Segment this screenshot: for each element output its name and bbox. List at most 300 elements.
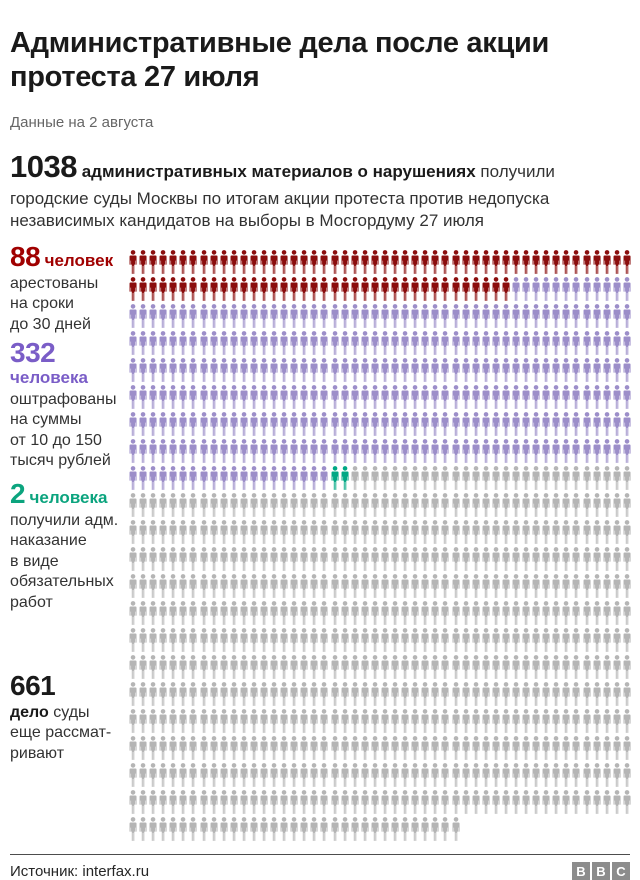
person-icon <box>592 439 602 463</box>
person-icon <box>168 736 178 760</box>
person-icon <box>340 412 350 436</box>
person-icon <box>571 790 581 814</box>
person-icon <box>400 547 410 571</box>
person-icon <box>148 493 158 517</box>
person-icon <box>299 358 309 382</box>
person-icon <box>602 466 612 490</box>
pictogram-row <box>128 736 638 760</box>
person-icon <box>279 331 289 355</box>
desc-line: на суммы <box>10 411 82 429</box>
person-icon <box>259 709 269 733</box>
person-icon <box>360 709 370 733</box>
person-icon <box>612 520 622 544</box>
person-icon <box>209 439 219 463</box>
person-icon <box>501 520 511 544</box>
person-icon <box>420 736 430 760</box>
person-icon <box>279 385 289 409</box>
person-icon <box>430 817 440 841</box>
person-icon <box>188 601 198 625</box>
person-icon <box>461 493 471 517</box>
person-icon <box>360 466 370 490</box>
person-icon <box>400 682 410 706</box>
person-icon <box>491 304 501 328</box>
person-icon <box>148 412 158 436</box>
person-icon <box>451 466 461 490</box>
person-icon <box>279 439 289 463</box>
person-icon <box>410 763 420 787</box>
person-icon <box>571 385 581 409</box>
person-icon <box>582 520 592 544</box>
person-icon <box>249 601 259 625</box>
person-icon <box>531 736 541 760</box>
person-icon <box>350 736 360 760</box>
pending-label <box>10 671 126 764</box>
person-icon <box>249 358 259 382</box>
person-icon <box>188 763 198 787</box>
person-icon <box>582 574 592 598</box>
person-icon <box>330 709 340 733</box>
person-icon <box>158 331 168 355</box>
person-icon <box>269 520 279 544</box>
person-icon <box>319 304 329 328</box>
person-icon <box>380 763 390 787</box>
person-icon <box>299 817 309 841</box>
person-icon <box>279 655 289 679</box>
person-icon <box>239 682 249 706</box>
person-icon <box>269 736 279 760</box>
person-icon <box>420 520 430 544</box>
person-icon <box>360 412 370 436</box>
person-icon <box>430 763 440 787</box>
person-icon <box>229 709 239 733</box>
desc-line: ривают <box>10 744 65 762</box>
person-icon <box>501 304 511 328</box>
community-service-label <box>10 479 126 614</box>
person-icon <box>541 547 551 571</box>
person-icon <box>400 250 410 274</box>
person-icon <box>592 304 602 328</box>
person-icon <box>561 250 571 274</box>
pictogram-row <box>128 655 638 679</box>
person-icon <box>199 277 209 301</box>
person-icon <box>168 520 178 544</box>
person-icon <box>138 736 148 760</box>
person-icon <box>451 250 461 274</box>
person-icon <box>168 655 178 679</box>
person-icon <box>400 817 410 841</box>
person-icon <box>420 763 430 787</box>
person-icon <box>239 736 249 760</box>
desc-line-rest: суды <box>53 703 90 721</box>
person-icon <box>551 709 561 733</box>
person-icon <box>420 250 430 274</box>
person-icon <box>138 358 148 382</box>
person-icon <box>380 358 390 382</box>
person-icon <box>229 250 239 274</box>
person-icon <box>209 655 219 679</box>
person-icon <box>541 331 551 355</box>
person-icon <box>440 412 450 436</box>
person-icon <box>319 817 329 841</box>
person-icon <box>410 574 420 598</box>
person-icon <box>440 304 450 328</box>
person-icon <box>289 331 299 355</box>
person-icon <box>561 385 571 409</box>
person-icon <box>420 277 430 301</box>
person-icon <box>319 358 329 382</box>
person-icon <box>592 493 602 517</box>
person-icon <box>128 574 138 598</box>
person-icon <box>209 628 219 652</box>
person-icon <box>531 466 541 490</box>
person-icon <box>239 628 249 652</box>
person-icon <box>138 331 148 355</box>
arrested-number-line <box>10 242 126 271</box>
person-icon <box>340 304 350 328</box>
person-icon <box>219 385 229 409</box>
person-icon <box>269 601 279 625</box>
pictogram-row <box>128 709 638 733</box>
person-icon <box>380 655 390 679</box>
person-icon <box>531 763 541 787</box>
person-icon <box>592 628 602 652</box>
person-icon <box>199 331 209 355</box>
person-icon <box>239 493 249 517</box>
person-icon <box>309 520 319 544</box>
person-icon <box>289 358 299 382</box>
person-icon <box>501 628 511 652</box>
person-icon <box>158 547 168 571</box>
person-icon <box>239 358 249 382</box>
person-icon <box>491 763 501 787</box>
person-icon <box>571 358 581 382</box>
person-icon <box>440 439 450 463</box>
person-icon <box>612 574 622 598</box>
person-icon <box>340 250 350 274</box>
person-icon <box>340 601 350 625</box>
person-icon <box>390 628 400 652</box>
person-icon <box>511 466 521 490</box>
person-icon <box>561 682 571 706</box>
person-icon <box>390 682 400 706</box>
person-icon <box>622 601 632 625</box>
person-icon <box>380 547 390 571</box>
bbc-logo-letter: B <box>572 862 590 880</box>
person-icon <box>239 385 249 409</box>
person-icon <box>229 763 239 787</box>
person-icon <box>471 304 481 328</box>
person-icon <box>219 763 229 787</box>
person-icon <box>451 358 461 382</box>
person-icon <box>531 790 541 814</box>
pictogram-row <box>128 763 638 787</box>
person-icon <box>420 304 430 328</box>
person-icon <box>561 358 571 382</box>
person-icon <box>269 547 279 571</box>
person-icon <box>178 520 188 544</box>
person-icon <box>390 601 400 625</box>
person-icon <box>178 385 188 409</box>
person-icon <box>551 763 561 787</box>
person-icon <box>481 628 491 652</box>
person-icon <box>541 250 551 274</box>
bbc-logo-letter: B <box>592 862 610 880</box>
person-icon <box>491 412 501 436</box>
person-icon <box>188 817 198 841</box>
person-icon <box>521 331 531 355</box>
person-icon <box>461 736 471 760</box>
person-icon <box>461 628 471 652</box>
person-icon <box>551 439 561 463</box>
person-icon <box>269 412 279 436</box>
person-icon <box>279 790 289 814</box>
person-icon <box>229 790 239 814</box>
person-icon <box>128 763 138 787</box>
desc-line: в виде <box>10 552 59 570</box>
person-icon <box>390 331 400 355</box>
person-icon <box>491 277 501 301</box>
person-icon <box>461 655 471 679</box>
pending-number: 661 <box>10 670 56 702</box>
person-icon <box>259 439 269 463</box>
person-icon <box>370 601 380 625</box>
person-icon <box>158 817 168 841</box>
person-icon <box>239 709 249 733</box>
person-icon <box>400 655 410 679</box>
person-icon <box>461 709 471 733</box>
person-icon <box>128 817 138 841</box>
person-icon <box>501 250 511 274</box>
person-icon <box>158 574 168 598</box>
person-icon <box>430 655 440 679</box>
person-icon <box>219 493 229 517</box>
person-icon <box>582 439 592 463</box>
person-icon <box>481 466 491 490</box>
person-icon <box>138 817 148 841</box>
fined-description <box>10 390 126 473</box>
person-icon <box>551 304 561 328</box>
person-icon <box>491 493 501 517</box>
person-icon <box>521 520 531 544</box>
person-icon <box>269 817 279 841</box>
person-icon <box>319 277 329 301</box>
person-icon <box>319 709 329 733</box>
person-icon <box>370 412 380 436</box>
person-icon <box>571 763 581 787</box>
person-icon <box>199 520 209 544</box>
person-icon <box>148 790 158 814</box>
person-icon <box>299 601 309 625</box>
person-icon <box>188 574 198 598</box>
person-icon <box>319 493 329 517</box>
person-icon <box>481 250 491 274</box>
desc-line: получили адм. <box>10 511 119 529</box>
person-icon <box>350 385 360 409</box>
person-icon <box>380 601 390 625</box>
person-icon <box>491 250 501 274</box>
person-icon <box>451 817 461 841</box>
person-icon <box>158 655 168 679</box>
person-icon <box>592 547 602 571</box>
person-icon <box>249 493 259 517</box>
person-icon <box>511 358 521 382</box>
pictogram-row <box>128 682 638 706</box>
person-icon <box>440 358 450 382</box>
person-icon <box>602 304 612 328</box>
person-icon <box>330 547 340 571</box>
data-date-subtitle: Данные на 2 августа <box>10 114 154 132</box>
desc-line: арестованы <box>10 274 99 292</box>
person-icon <box>158 358 168 382</box>
person-icon <box>612 655 622 679</box>
person-icon <box>259 520 269 544</box>
person-icon <box>209 385 219 409</box>
person-icon <box>209 277 219 301</box>
person-icon <box>279 601 289 625</box>
person-icon <box>622 547 632 571</box>
person-icon <box>350 250 360 274</box>
person-icon <box>521 547 531 571</box>
person-icon <box>612 385 622 409</box>
person-icon <box>491 736 501 760</box>
person-icon <box>360 655 370 679</box>
person-icon <box>309 385 319 409</box>
person-icon <box>370 331 380 355</box>
person-icon <box>330 763 340 787</box>
person-icon <box>440 601 450 625</box>
person-icon <box>229 520 239 544</box>
person-icon <box>592 655 602 679</box>
person-icon <box>199 655 209 679</box>
person-icon <box>561 736 571 760</box>
person-icon <box>249 520 259 544</box>
person-icon <box>168 250 178 274</box>
person-icon <box>188 277 198 301</box>
person-icon <box>138 763 148 787</box>
person-icon <box>622 250 632 274</box>
person-icon <box>612 439 622 463</box>
person-icon <box>531 709 541 733</box>
person-icon <box>491 709 501 733</box>
person-icon <box>299 439 309 463</box>
person-icon <box>299 466 309 490</box>
person-icon <box>138 439 148 463</box>
person-icon <box>219 439 229 463</box>
person-icon <box>249 709 259 733</box>
person-icon <box>440 628 450 652</box>
person-icon <box>612 790 622 814</box>
person-icon <box>178 412 188 436</box>
person-icon <box>229 385 239 409</box>
bbc-logo-letter: C <box>612 862 630 880</box>
person-icon <box>390 574 400 598</box>
person-icon <box>592 466 602 490</box>
person-icon <box>209 763 219 787</box>
person-icon <box>561 277 571 301</box>
person-icon <box>521 385 531 409</box>
person-icon <box>521 493 531 517</box>
person-icon <box>561 412 571 436</box>
person-icon <box>289 304 299 328</box>
person-icon <box>521 277 531 301</box>
person-icon <box>158 709 168 733</box>
person-icon <box>319 520 329 544</box>
person-icon <box>360 790 370 814</box>
person-icon <box>299 520 309 544</box>
person-icon <box>340 736 350 760</box>
person-icon <box>299 493 309 517</box>
person-icon <box>592 709 602 733</box>
person-icon <box>138 412 148 436</box>
person-icon <box>430 547 440 571</box>
person-icon <box>138 466 148 490</box>
person-icon <box>199 817 209 841</box>
person-icon <box>430 412 440 436</box>
person-icon <box>229 304 239 328</box>
person-icon <box>188 628 198 652</box>
person-icon <box>410 304 420 328</box>
person-icon <box>471 493 481 517</box>
person-icon <box>219 304 229 328</box>
person-icon <box>350 817 360 841</box>
person-icon <box>199 250 209 274</box>
person-icon <box>481 682 491 706</box>
person-icon <box>380 628 390 652</box>
pending-description <box>10 703 126 765</box>
person-icon <box>491 439 501 463</box>
person-icon <box>491 466 501 490</box>
person-icon <box>491 574 501 598</box>
person-icon <box>622 412 632 436</box>
person-icon <box>340 493 350 517</box>
person-icon <box>209 520 219 544</box>
person-icon <box>148 439 158 463</box>
person-icon <box>148 466 158 490</box>
person-icon <box>511 331 521 355</box>
person-icon <box>622 628 632 652</box>
person-icon <box>612 628 622 652</box>
person-icon <box>279 574 289 598</box>
person-icon <box>219 250 229 274</box>
person-icon <box>279 358 289 382</box>
pictogram-row <box>128 628 638 652</box>
person-icon <box>199 790 209 814</box>
person-icon <box>168 574 178 598</box>
person-icon <box>309 655 319 679</box>
person-icon <box>309 439 319 463</box>
person-icon <box>209 466 219 490</box>
person-icon <box>571 277 581 301</box>
person-icon <box>319 385 329 409</box>
person-icon <box>188 439 198 463</box>
person-icon <box>148 250 158 274</box>
person-icon <box>319 250 329 274</box>
person-icon <box>592 790 602 814</box>
person-icon <box>188 250 198 274</box>
person-icon <box>410 439 420 463</box>
person-icon <box>571 574 581 598</box>
person-icon <box>309 250 319 274</box>
person-icon <box>299 682 309 706</box>
person-icon <box>199 574 209 598</box>
desc-line <box>10 703 126 724</box>
person-icon <box>289 466 299 490</box>
person-icon <box>410 736 420 760</box>
person-icon <box>521 682 531 706</box>
person-icon <box>501 574 511 598</box>
person-icon <box>199 304 209 328</box>
person-icon <box>602 358 612 382</box>
